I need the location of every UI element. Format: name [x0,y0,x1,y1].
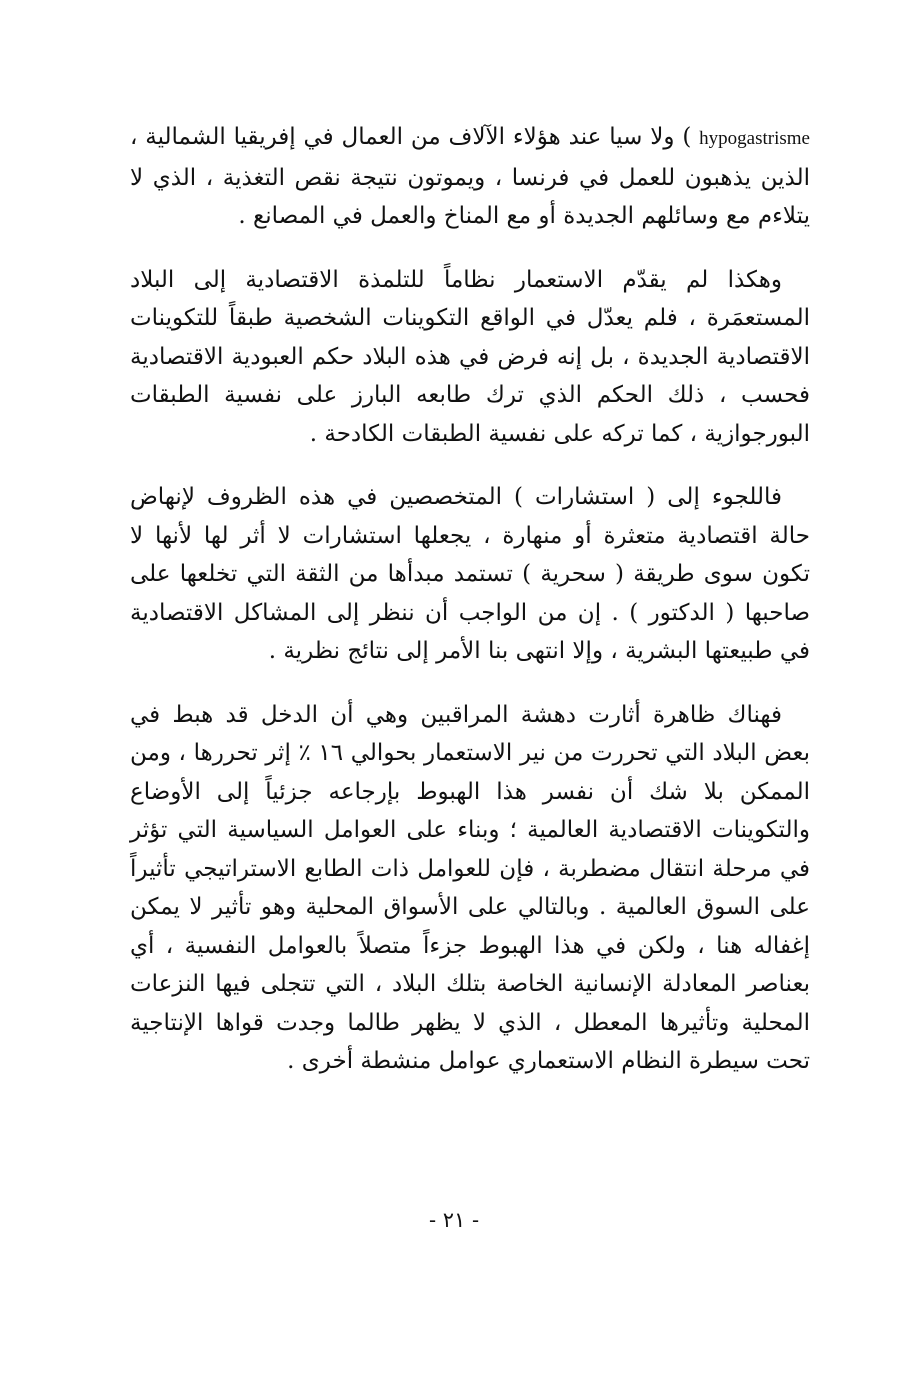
paragraph-1 [130,118,810,236]
page-body [130,118,810,1106]
page-number: - ٢١ - [428,1208,480,1232]
paragraph-2: وهكذا لم يقدّم الاستعمار نظاماً للتلمذة الاقتصادية إلى البلاد المستعمَرة ، فلم يعدّل في الواقع التكوينات الشخصية طبقاً للتكوينات الاقتصادية الجديدة ، بل إنه فرض في هذه البلاد حكم العبودية الاقتصادية فحسب ، ذلك الحكم الذي ترك طابعه البارز على نفسية الطبقات البورجوازية ، كما تركه على نفسية الطبقات الكادحة . [130,266,810,447]
latin-term: hypogastrisme [699,128,810,149]
paragraph-1-text: ) ولا سيا عند هؤلاء الآلاف من العمال في إفريقيا الشمالية ، الذين يذهبون للعمل في فرنسا ، ويموتون نتيجة نقص التغذية ، الذي لا يتلاءم مع وسائلهم الجديدة أو مع المناخ والعمل في المصانع . [130,124,810,229]
paragraph-4: فهناك ظاهرة أثارت دهشة المراقبين وهي أن الدخل قد هبط في بعض البلاد التي تحررت من نير الاستعمار بحوالي ١٦ ٪ إثر تحررها ، ومن الممكن بلا شك أن نفسر هذا الهبوط بإرجاعه جزئياً إلى الأوضاع والتكوينات الاقتصادية العالمية ؛ وبناء على العوامل السياسية التي تؤثر في مرحلة انتقال مضطربة ، فإن للعوامل ذات الطابع الاستراتيجي تأثيراً على السوق العالمية . وبالتالي على الأسواق المحلية وهو تأثير لا يمكن إغفاله هنا ، ولكن في هذا الهبوط جزءاً متصلاً بالعوامل النفسية ، أي بعناصر المعادلة الإنسانية الخاصة بتلك البلاد ، التي تتجلى فيها النزعات المحلية وتأثيرها المعطل ، الذي لا يظهر طالما وجدت قواها الإنتاجية تحت سيطرة النظام الاستعماري عوامل منشطة أخرى . [130,701,810,1074]
paragraph-3: فاللجوء إلى ( استشارات ) المتخصصين في هذه الظروف لإنهاض حالة اقتصادية متعثرة أو منهارة ، يجعلها استشارات لا أثر لها لأنها لا تكون سوى طريقة ( سحرية ) تستمد مبدأها من الثقة التي تخلعها على صاحبها ( الدكتور ) . إن من الواجب أن ننظر إلى المشاكل الاقتصادية في طبيعتها البشرية ، وإلا انتهى بنا الأمر إلى نتائج نظرية . [130,484,810,664]
